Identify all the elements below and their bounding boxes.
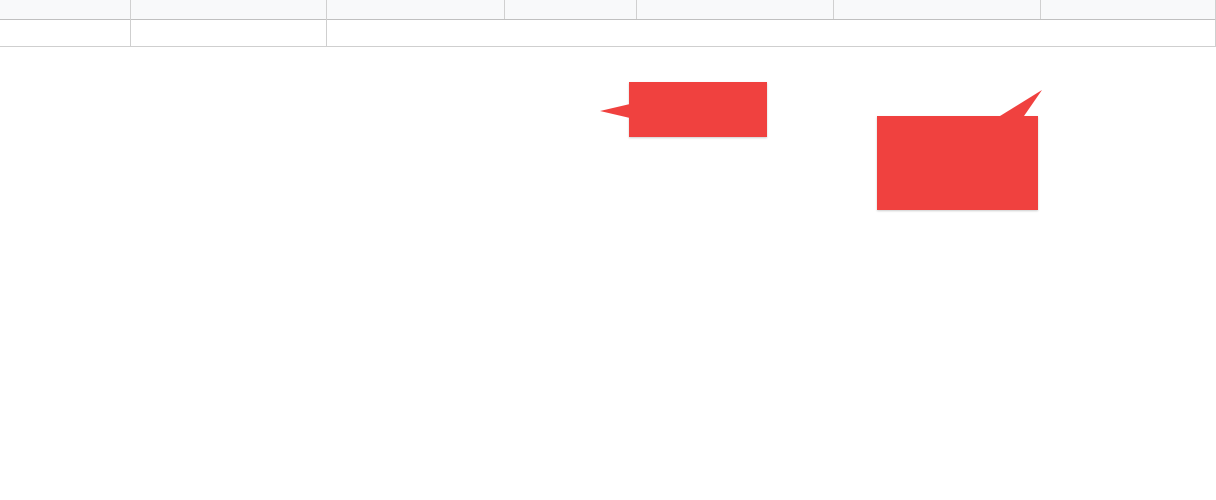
column-header-e[interactable] — [505, 0, 637, 19]
column-header-b[interactable] — [0, 0, 131, 19]
column-header-bar — [0, 0, 1216, 20]
column-header-f[interactable] — [637, 0, 834, 19]
callout-start-date — [877, 116, 1038, 210]
address-cell[interactable] — [327, 19, 1216, 47]
callout-class-name — [629, 82, 767, 137]
callout-class-name-pointer — [600, 100, 630, 122]
column-header-c[interactable] — [131, 0, 327, 19]
rooms-cell[interactable] — [131, 19, 327, 47]
column-header-d[interactable] — [327, 0, 505, 19]
cell-empty[interactable] — [0, 19, 131, 47]
column-header-h[interactable] — [1041, 0, 1216, 19]
column-header-g[interactable] — [834, 0, 1041, 19]
callout-start-date-pointer — [990, 88, 1045, 118]
info-row — [0, 19, 1216, 47]
